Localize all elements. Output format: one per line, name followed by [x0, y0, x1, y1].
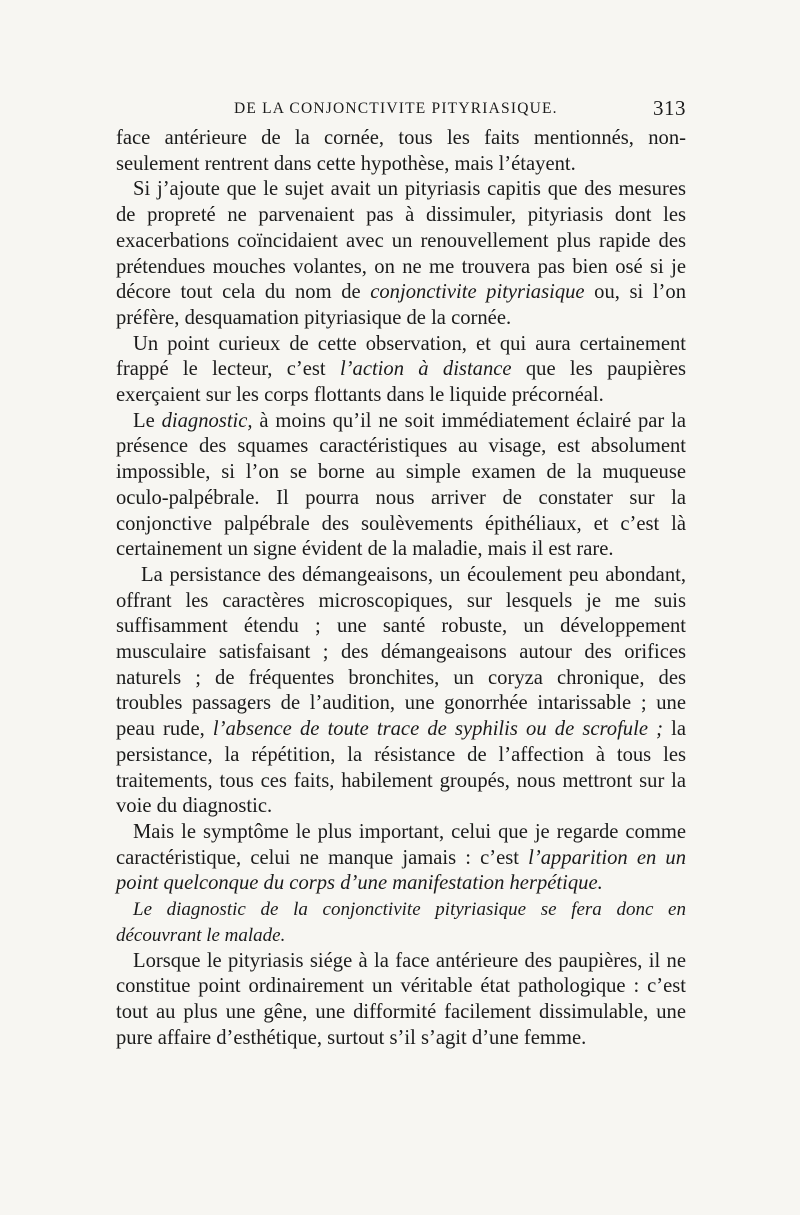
- emphasis-term: l’apparition en un point quelconque du corps d’une manifestation herpétique.: [116, 846, 686, 895]
- emphasis-term: l’action à distance: [339, 358, 512, 381]
- emphasis-term: diagnostic,: [161, 409, 253, 432]
- paragraph-1: face antérieure de la cornée, tous les faits mentionnés, non-seulement rentrent dans cette hypothèse, mais l’étayent.: [116, 127, 686, 175]
- paragraph-2: Si j’ajoute que le sujet avait un pityriasis capitis que des mesures de propreté ne parvenaient pas à dissimuler, pityriasis dont les exacerbations coïncidaient avec un renouvellement plus rapide des prétendues mouches volantes, on ne me trouvera pas bien osé si je décore tout cela du nom de conjonctivite pityriasique ou, si l’on préfère, desquamation pityriasique de la cornée.: [116, 178, 686, 329]
- emphasis-term: conjonctivite pityriasique: [370, 281, 585, 304]
- paragraph-3: Un point curieux de cette observation, et qui aura certainement frappé le lecteur, c’est l’action à distance que les paupières exerçaient sur les corps flottants dans le liquide précornéal.: [116, 332, 687, 407]
- book-page: [116, 92, 686, 1051]
- body-text: [116, 126, 686, 1051]
- running-header: [116, 92, 686, 126]
- paragraph-7: Le diagnostic de la conjonctivite pityriasique se fera donc en découvrant le malade.: [116, 899, 686, 946]
- page-number: 313: [653, 96, 686, 120]
- paragraph-8: Lorsque le pityriasis siége à la face antérieure des paupières, il ne constitue point ordinairement un véritable état pathologique : c’est tout au plus une gêne, une difformité facilement dissimulable, une pure affaire d’esthétique, surtout s’il s’agit d’une femme.: [116, 949, 686, 1049]
- chapter-title: DE LA CONJONCTIVITE PITYRIASIQUE.: [234, 100, 558, 117]
- paragraph-5: La persistance des démangeaisons, un écoulement peu abondant, offrant les caractères microscopiques, sur lesquels je me suis suffisamment étendu ; une santé robuste, un développement musculaire satisfaisant ; des démangeaisons autour des orifices naturels ; de fréquentes bronchites, un coryza chronique, des troubles passagers de l’audition, une gonorrhée intarissable ; une peau rude, l’absence de toute trace de syphilis ou de scrofule ; la persistance, la répétition, la résistance de l’affection à tous les traitements, tous ces faits, habilement groupés, nous mettront sur la voie du diagnostic.: [116, 563, 686, 818]
- emphasis-term: l’absence de toute trace de syphilis ou de scrofule ;: [212, 718, 663, 741]
- paragraph-6: Mais le symptôme le plus important, celui que je regarde comme caractéristique, celui ne manque jamais : c’est l’apparition en un point quelconque du corps d’une manifestation herpétique.: [116, 820, 686, 895]
- paragraph-4: Le diagnostic, à moins qu’il ne soit immédiatement éclairé par la présence des squames caractéristiques au visage, est absolument impossible, si l’on se borne au simple examen de la muqueuse oculo-palpébrale. Il pourra nous arriver de constater sur la conjonctive palpébrale des soulèvements épithéliaux, et c’est là certainement un signe évident de la maladie, mais il est rare.: [116, 409, 687, 561]
